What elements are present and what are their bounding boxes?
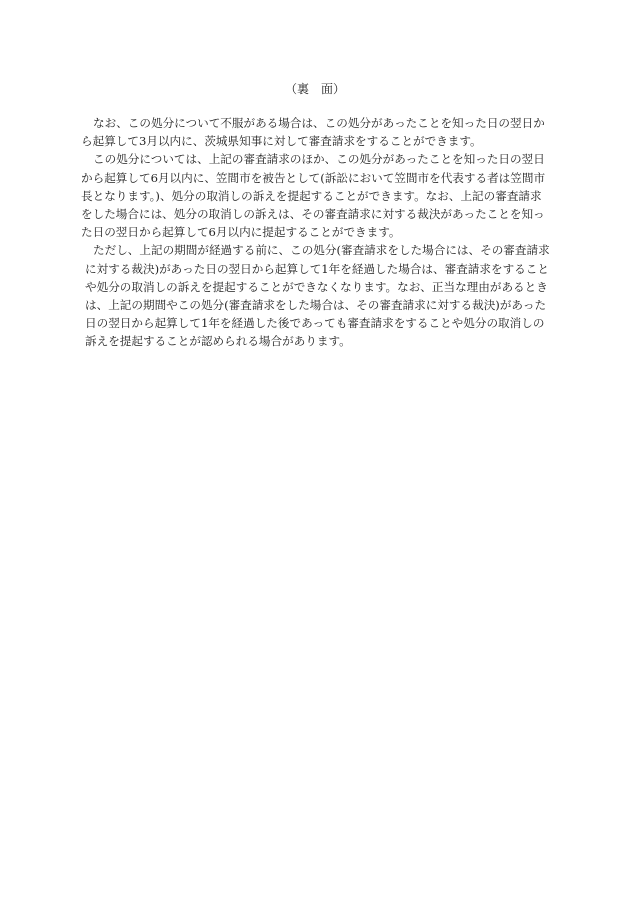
text-line: や処分の取消しの訴えを提起することができなくなります。なお、正当な理由があるとき	[85, 279, 548, 294]
text-line: なお、この処分について不服がある場合は、この処分があったことを知った日の翌日か	[93, 116, 545, 130]
page-heading: （裏 面）	[284, 82, 345, 96]
text-line: から起算して6月以内に、笠間市を被告として(訴訟において笠間市を代表する者は笠間市	[81, 170, 546, 185]
document-body	[81, 114, 551, 350]
text-line: ら起算して3月以内に、茨城県知事に対して審査請求をすることができます。	[81, 134, 482, 149]
text-line: 長となります。)、処分の取消しの訴えを提起することができます。なお、上記の審査請求	[81, 188, 542, 203]
text-line: に対する裁決)があった日の翌日から起算して1年を経過した場合は、審査請求をすること	[85, 261, 549, 276]
text-line: は、上記の期間やこの処分(審査請求をした場合は、その審査請求に対する裁決)があった	[85, 297, 547, 312]
text-line: この処分については、上記の審査請求のほか、この処分があったことを知った日の翌日	[93, 152, 545, 167]
text-line: 日の翌日から起算して1年を経過した後であっても審査請求をすることや処分の取消しの	[85, 316, 545, 331]
text-line: ただし、上記の期間が経過する前に、この処分(審査請求をした場合には、その審査請求	[93, 243, 550, 258]
text-line: た日の翌日から起算して6月以内に提起することができます。	[81, 225, 401, 240]
text-line: をした場合には、処分の取消しの訴えは、その審査請求に対する裁決があったことを知っ	[81, 206, 545, 221]
text-line: 訴えを提起することが認められる場合があります。	[85, 334, 351, 349]
